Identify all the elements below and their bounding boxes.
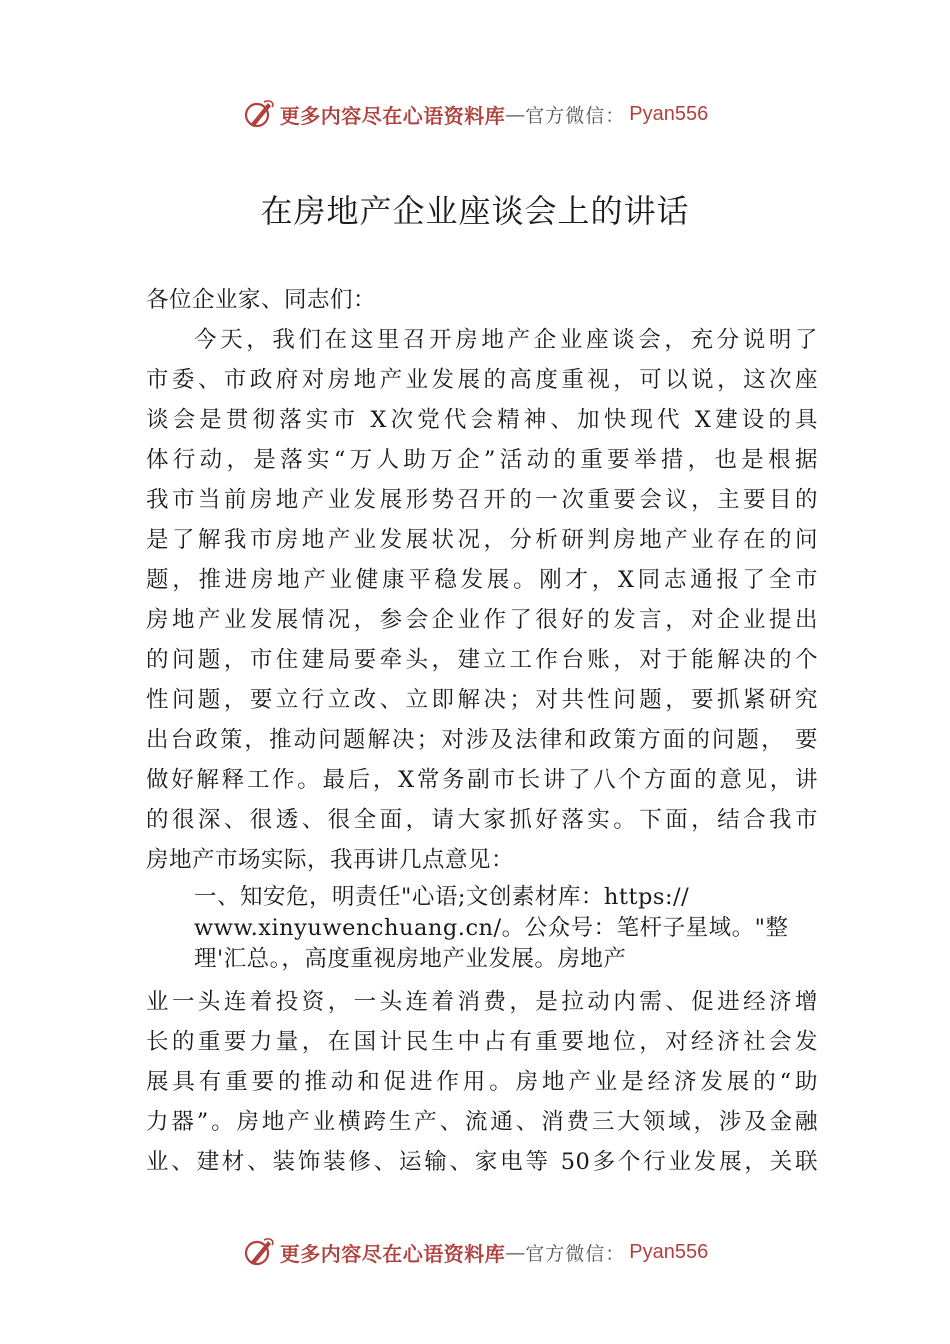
paragraph-line: 力器”。房地产业横跨生产、流通、消费三大领域，涉及金融 — [146, 1109, 818, 1135]
salutation: 各位企业家、同志们： — [146, 287, 377, 313]
paragraph-line: 出台政策，推动问题解决；对涉及法律和政策方面的问题， 要 — [146, 727, 818, 753]
paragraph-line: 房地产市场实际，我再讲几点意见： — [146, 847, 515, 873]
paragraph-line: 长的重要力量，在国计民生中占有重要地位，对经济社会发 — [146, 1029, 818, 1055]
document-body-section-1 — [146, 280, 818, 880]
document-body-section-2 — [146, 982, 818, 1182]
footer-banner — [0, 1232, 950, 1272]
paragraph-line: 做好解释工作。最后，X常务副市长讲了八个方面的意见，讲 — [146, 767, 818, 793]
paragraph-line: 我市当前房地产业发展形势召开的一次重要会议，主要目的 — [146, 487, 818, 513]
banner-wechat-id: Pyan556 — [629, 102, 709, 125]
paragraph-line: 性问题，要立行立改、立即解决；对共性问题，要抓紧研究 — [146, 687, 818, 713]
banner-dash: — — [505, 1240, 526, 1264]
paragraph-line: 业、建材、装饰装修、运输、家电等 50多个行业发展，关联 — [146, 1149, 818, 1175]
banner-brand-text: 更多内容尽在心语资料库 — [279, 1241, 506, 1266]
banner-dash: — — [505, 102, 526, 126]
header-banner — [0, 94, 950, 134]
paragraph-line: 谈会是贯彻落实市 X次党代会精神、加快现代 X建设的具 — [146, 407, 818, 433]
banner-wechat-id: Pyan556 — [629, 1240, 709, 1263]
section-heading — [194, 882, 814, 975]
banner-brand-text: 更多内容尽在心语资料库 — [279, 103, 506, 128]
paragraph-line: 题，推进房地产业健康平稳发展。刚才，X同志通报了全市 — [146, 567, 818, 593]
quill-logo-icon — [242, 97, 276, 131]
paragraph-line: 的很深、很透、很全面，请大家抓好落实。下面，结合我市 — [146, 807, 818, 833]
heading-line: 一、知安危，明责任"心语;文创素材库：https:// — [194, 884, 690, 910]
paragraph-line: 今天，我们在这里召开房地产企业座谈会，充分说明了 — [194, 327, 818, 353]
paragraph-line: 业一头连着投资，一头连着消费，是拉动内需、促进经济增 — [146, 989, 818, 1015]
banner-wechat-label: 官方微信： — [525, 1242, 626, 1265]
heading-line: 理'汇总。，高度重视房地产业发展。房地产 — [194, 946, 627, 972]
paragraph-line: 体行动，是落实“万人助万企”活动的重要举措，也是根据 — [146, 447, 818, 473]
paragraph-line: 展具有重要的推动和促进作用。房地产业是经济发展的“助 — [146, 1069, 818, 1095]
document-title: 在房地产企业座谈会上的讲话 — [260, 192, 690, 230]
banner-wechat-label: 官方微信： — [525, 104, 626, 127]
paragraph-line: 房地产业发展情况，参会企业作了很好的发言，对企业提出 — [146, 607, 818, 633]
paragraph-line: 是了解我市房地产业发展状况，分析研判房地产业存在的问 — [146, 527, 818, 553]
paragraph-line: 的问题，市住建局要牵头，建立工作台账，对于能解决的个 — [146, 647, 818, 673]
paragraph-line: 市委、市政府对房地产业发展的高度重视，可以说，这次座 — [146, 367, 818, 393]
quill-logo-icon — [242, 1235, 276, 1269]
heading-line: www.xinyuwenchuang.cn/。公众号：笔杆子星域。"整 — [194, 915, 789, 941]
